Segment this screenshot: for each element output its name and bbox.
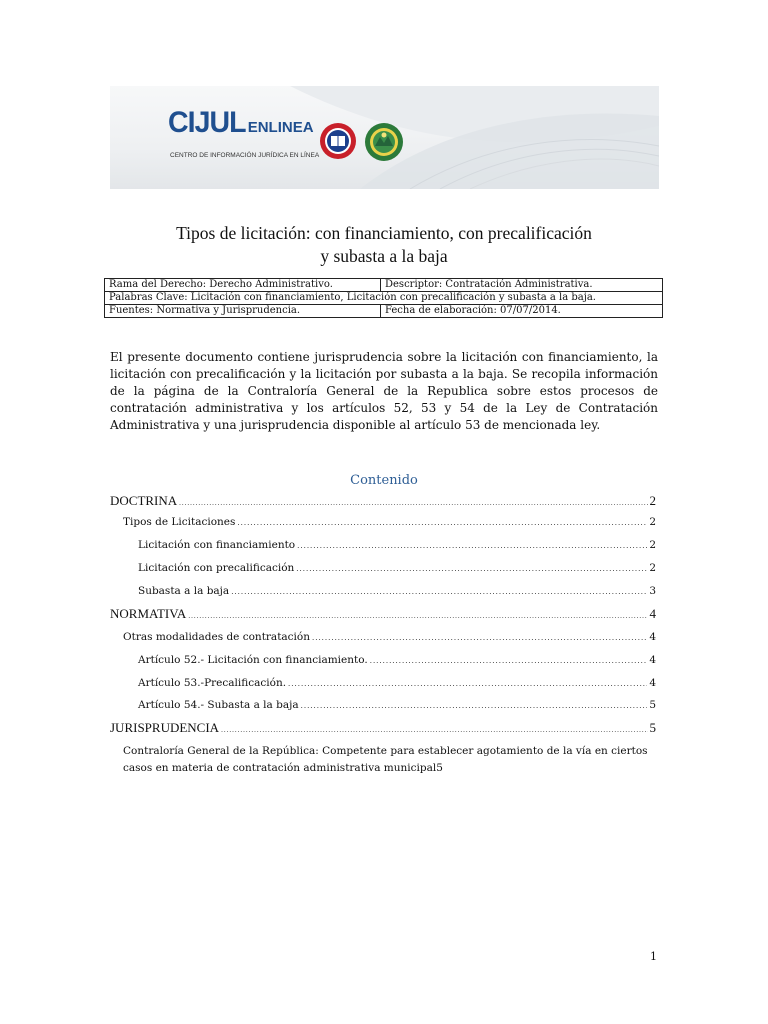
toc-entry-jurisprudencia[interactable] [110,720,656,736]
toc-entry-label: NORMATIVA [110,606,187,621]
title-line-1: Tipos de licitación: con financiamiento, con precalificación [176,223,592,243]
toc-entry-label: Subasta a la baja [138,585,230,597]
toc-entry-doctrina[interactable] [110,493,656,509]
toc-entry-page: 4 [649,677,656,689]
logo-main-text: CIJUL [168,106,246,139]
university-seal-icon [319,122,357,160]
toc-entry-contraloria[interactable] [123,743,656,777]
toc-entry-articulo-53[interactable] [138,677,656,689]
page-number: 1 [650,950,657,963]
toc-entry-articulo-54[interactable] [138,699,656,711]
meta-rama: Rama del Derecho: Derecho Administrativo. [105,279,381,292]
toc-entry-page: 5 [649,720,656,735]
toc-entry-tipos-de-licitaciones[interactable] [123,516,656,528]
toc-entry-licitacion-financiamiento[interactable] [138,539,656,551]
toc-entry-licitacion-precalificacion[interactable] [138,562,656,574]
cijul-logo [166,108,314,138]
toc-entry-subasta-baja[interactable] [138,585,656,597]
toc-entry-page: 4 [649,631,656,643]
toc-entry-normativa[interactable] [110,606,656,622]
toc-entry-label: DOCTRINA [110,493,178,508]
meta-descriptor: Descriptor: Contratación Administrativa. [381,279,663,292]
toc-entry-page: 2 [649,516,656,528]
toc-entry-label: Licitación con precalificación [138,562,295,574]
logo-tagline: CENTRO DE INFORMACIÓN JURÍDICA EN LÍNEA [170,152,320,159]
table-row [105,279,663,292]
toc-entry-page: 4 [649,654,656,666]
toc-entry-page: 4 [649,606,656,621]
toc-entry-label-line-1: Contraloría General de la República: Competente para establecer agotamiento de la vía en ciertos [123,745,648,757]
logo-suffix-text: ENLINEA [247,119,314,136]
toc-entry-page: 5 [649,699,656,711]
toc-entry-page: 2 [649,562,656,574]
toc-entry-page: 3 [649,585,656,597]
toc-entry-label: Tipos de Licitaciones [123,516,236,528]
meta-fuentes: Fuentes: Normativa y Jurisprudencia. [105,305,381,318]
table-row [105,292,663,305]
toc-entry-page: 2 [649,539,656,551]
metadata-table [104,278,663,318]
title-line-2: y subasta a la baja [320,246,448,266]
toc-entry-label: Otras modalidades de contratación [123,631,310,643]
toc-entry-label: JURISPRUDENCIA [110,720,220,735]
toc-entry-label: Artículo 54.- Subasta a la baja [138,699,299,711]
toc-entry-label: Licitación con financiamiento [138,539,296,551]
header-banner [110,86,659,189]
toc-heading: Contenido [350,473,418,488]
toc-entry-otras-modalidades[interactable] [123,631,656,643]
table-row [105,305,663,318]
toc-entry-label: Artículo 53.-Precalificación. [138,677,287,689]
toc-entry-label: Artículo 52.- Licitación con financiamiento. [138,654,368,666]
toc-entry-label-line-2: casos en materia de contratación administrativa municipal [123,762,437,774]
intro-paragraph: El presente documento contiene jurisprudencia sobre la licitación con financiamiento, la licitación con precalificación y la licitación por subasta a la baja. Se recopila información de la página de la Contraloría General de la Republica sobre estos procesos de contratación administrativa y los artículos 52, 53 y 54 de la Ley de Contratación Administrativa y una jurisprudencia disponible al artículo 53 de mencionada ley. [110,350,658,432]
meta-palabras-clave: Palabras Clave: Licitación con financiamiento, Licitación con precalificación y subasta a la baja. [105,292,663,305]
toc-entry-page: 5 [436,762,443,774]
faculty-seal-icon [364,122,404,162]
meta-fecha: Fecha de elaboración: 07/07/2014. [381,305,663,318]
toc-entry-articulo-52[interactable] [138,654,656,666]
document-title [100,222,668,268]
toc-entry-page: 2 [649,493,656,508]
